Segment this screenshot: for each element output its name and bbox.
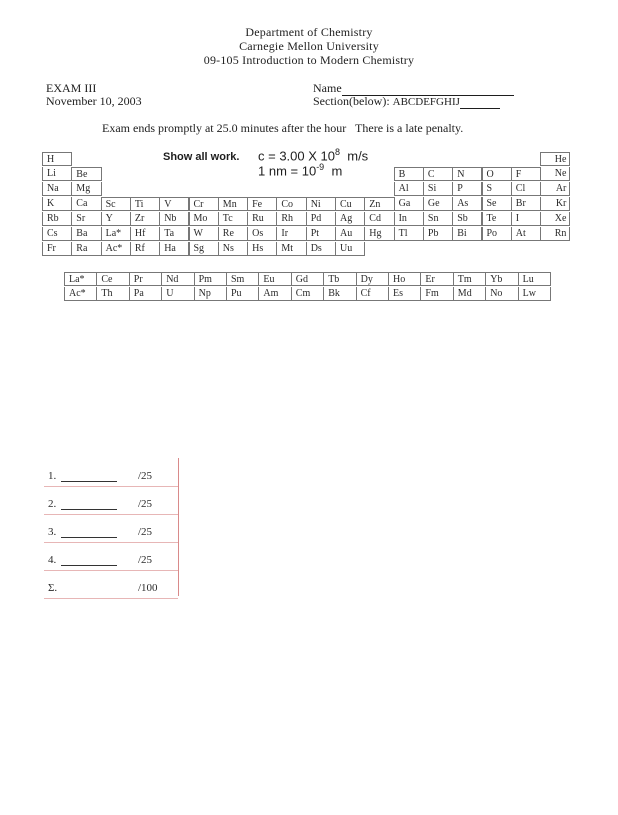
element-cell: Co xyxy=(276,197,306,211)
score-row-rule xyxy=(44,570,178,571)
element-cell: Pu xyxy=(226,287,259,301)
element-cell: Ac* xyxy=(101,242,131,256)
element-cell: V xyxy=(159,197,189,211)
score-blank[interactable] xyxy=(61,509,117,510)
element-cell: Mg xyxy=(71,182,101,196)
element-cell: Ds xyxy=(306,242,336,256)
element-cell: La* xyxy=(101,227,131,241)
element-cell: I xyxy=(511,212,541,226)
element-cell: Tc xyxy=(218,212,248,226)
element-cell: Mt xyxy=(276,242,306,256)
element-cell: Ta xyxy=(159,227,189,241)
element-cell: Kr xyxy=(540,197,570,211)
element-cell: Yb xyxy=(485,272,518,286)
element-cell: In xyxy=(394,212,424,226)
question-number: Σ. xyxy=(48,582,58,594)
element-cell: Mo xyxy=(189,212,219,226)
element-cell: Bi xyxy=(452,227,482,241)
element-cell: Lw xyxy=(518,287,551,301)
element-cell: Es xyxy=(388,287,421,301)
element-cell: Pm xyxy=(194,272,227,286)
element-cell: Sr xyxy=(71,212,101,226)
element-cell: Ba xyxy=(71,227,101,241)
section-field[interactable] xyxy=(313,94,500,109)
element-cell: Ru xyxy=(247,212,277,226)
element-cell: Ne xyxy=(540,167,570,181)
element-cell: Ga xyxy=(394,197,424,211)
element-cell: Cr xyxy=(189,197,219,211)
element-cell: Uu xyxy=(335,242,365,256)
element-cell: U xyxy=(161,287,194,301)
question-number: 4. xyxy=(48,554,57,566)
element-cell: Au xyxy=(335,227,365,241)
element-cell: Ge xyxy=(423,197,453,211)
element-cell: Fe xyxy=(247,197,277,211)
element-cell: K xyxy=(42,197,72,211)
element-cell: Cu xyxy=(335,197,365,211)
element-cell: Sb xyxy=(452,212,482,226)
section-blank[interactable] xyxy=(460,108,500,109)
exam-title: EXAM III xyxy=(46,81,97,95)
score-row xyxy=(48,498,178,514)
element-cell: Br xyxy=(511,197,541,211)
section-label: Section(below): xyxy=(313,94,390,108)
element-cell: Sn xyxy=(423,212,453,226)
element-cell: Po xyxy=(482,227,512,241)
element-cell: Xe xyxy=(540,212,570,226)
score-blank[interactable] xyxy=(61,565,117,566)
element-cell: Er xyxy=(420,272,453,286)
element-cell: Nd xyxy=(161,272,194,286)
element-cell: Rb xyxy=(42,212,72,226)
element-cell: Be xyxy=(71,167,101,181)
element-cell: Y xyxy=(101,212,131,226)
score-row-rule xyxy=(44,598,178,599)
max-points: /25 xyxy=(138,526,153,538)
time-notice: Exam ends promptly at 25.0 minutes after the hour There is a late penalty. xyxy=(102,121,464,135)
element-cell: Ho xyxy=(388,272,421,286)
element-cell: Bk xyxy=(323,287,356,301)
element-cell: Ir xyxy=(276,227,306,241)
element-cell: Cs xyxy=(42,227,72,241)
element-cell: Md xyxy=(453,287,486,301)
element-cell: As xyxy=(452,197,482,211)
max-points: /100 xyxy=(138,582,158,594)
score-row xyxy=(48,526,178,542)
university-heading: Carnegie Mellon University xyxy=(239,39,379,53)
score-row xyxy=(48,582,178,598)
element-cell: Ar xyxy=(540,182,570,196)
element-cell: Se xyxy=(482,197,512,211)
element-cell: He xyxy=(540,152,570,166)
element-cell: Eu xyxy=(258,272,291,286)
element-cell: Ha xyxy=(159,242,189,256)
question-number: 3. xyxy=(48,526,57,538)
speed-of-light-constant: c = 3.00 X $10^8$ m/s xyxy=(258,147,369,164)
department-heading: Department of Chemistry xyxy=(245,25,373,39)
element-cell: Pd xyxy=(306,212,336,226)
element-cell: Sg xyxy=(189,242,219,256)
element-cell: Am xyxy=(258,287,291,301)
element-cell: La* xyxy=(64,272,97,286)
element-cell: Th xyxy=(96,287,129,301)
element-cell: Pb xyxy=(423,227,453,241)
element-cell: C xyxy=(423,167,453,181)
element-cell: Ce xyxy=(96,272,129,286)
element-cell: W xyxy=(189,227,219,241)
element-cell: Ac* xyxy=(64,287,97,301)
element-cell: S xyxy=(482,182,512,196)
element-cell: F xyxy=(511,167,541,181)
element-cell: Hf xyxy=(130,227,160,241)
element-cell: Li xyxy=(42,167,72,181)
score-divider xyxy=(178,458,179,596)
element-cell: Lu xyxy=(518,272,551,286)
element-cell: Na xyxy=(42,182,72,196)
element-cell: Ag xyxy=(335,212,365,226)
name-label: Name xyxy=(313,81,342,95)
f-block-table xyxy=(64,272,550,302)
element-cell: Os xyxy=(247,227,277,241)
element-cell: Ra xyxy=(71,242,101,256)
element-cell: Gd xyxy=(291,272,324,286)
max-points: /25 xyxy=(138,470,153,482)
score-row xyxy=(48,470,178,486)
element-cell: Dy xyxy=(356,272,389,286)
element-cell: Ni xyxy=(306,197,336,211)
element-cell: Tb xyxy=(323,272,356,286)
element-cell: Cf xyxy=(356,287,389,301)
element-cell: P xyxy=(452,182,482,196)
element-cell: B xyxy=(394,167,424,181)
element-cell: Ti xyxy=(130,197,160,211)
element-cell: No xyxy=(485,287,518,301)
score-row-rule xyxy=(44,542,178,543)
element-cell: Sm xyxy=(226,272,259,286)
element-cell: O xyxy=(482,167,512,181)
periodic-table xyxy=(42,152,570,256)
nanometer-constant: 1 nm = $10^{-9}$ m xyxy=(258,162,343,179)
element-cell: Rn xyxy=(540,227,570,241)
element-cell: Zn xyxy=(364,197,394,211)
element-cell: Hs xyxy=(247,242,277,256)
element-cell: Te xyxy=(482,212,512,226)
element-cell: Cl xyxy=(511,182,541,196)
element-cell: Fr xyxy=(42,242,72,256)
element-cell: Hg xyxy=(364,227,394,241)
element-cell: Si xyxy=(423,182,453,196)
score-blank[interactable] xyxy=(61,537,117,538)
element-cell: H xyxy=(42,152,72,166)
max-points: /25 xyxy=(138,498,153,510)
element-cell: Re xyxy=(218,227,248,241)
element-cell: Tl xyxy=(394,227,424,241)
element-cell: Np xyxy=(194,287,227,301)
element-cell: Rh xyxy=(276,212,306,226)
element-cell: N xyxy=(452,167,482,181)
element-cell: Tm xyxy=(453,272,486,286)
exam-date: November 10, 2003 xyxy=(46,94,142,108)
element-cell: Ns xyxy=(218,242,248,256)
element-cell: Fm xyxy=(420,287,453,301)
element-cell: Pt xyxy=(306,227,336,241)
score-row xyxy=(48,554,178,570)
element-cell: Pr xyxy=(129,272,162,286)
max-points: /25 xyxy=(138,554,153,566)
score-blank[interactable] xyxy=(61,481,117,482)
element-cell: Rf xyxy=(130,242,160,256)
section-options: ABCDEFGHIJ xyxy=(392,96,460,108)
question-number: 1. xyxy=(48,470,57,482)
element-cell: Cd xyxy=(364,212,394,226)
score-row-rule xyxy=(44,486,178,487)
element-cell: Pa xyxy=(129,287,162,301)
element-cell: Al xyxy=(394,182,424,196)
element-cell: Zr xyxy=(130,212,160,226)
course-heading: 09-105 Introduction to Modern Chemistry xyxy=(203,53,415,67)
question-number: 2. xyxy=(48,498,57,510)
score-row-rule xyxy=(44,514,178,515)
element-cell: Cm xyxy=(291,287,324,301)
element-cell: Nb xyxy=(159,212,189,226)
show-work-instruction: Show all work. xyxy=(163,151,240,163)
element-cell: Sc xyxy=(101,197,131,211)
element-cell: Mn xyxy=(218,197,248,211)
element-cell: Ca xyxy=(71,197,101,211)
element-cell: At xyxy=(511,227,541,241)
